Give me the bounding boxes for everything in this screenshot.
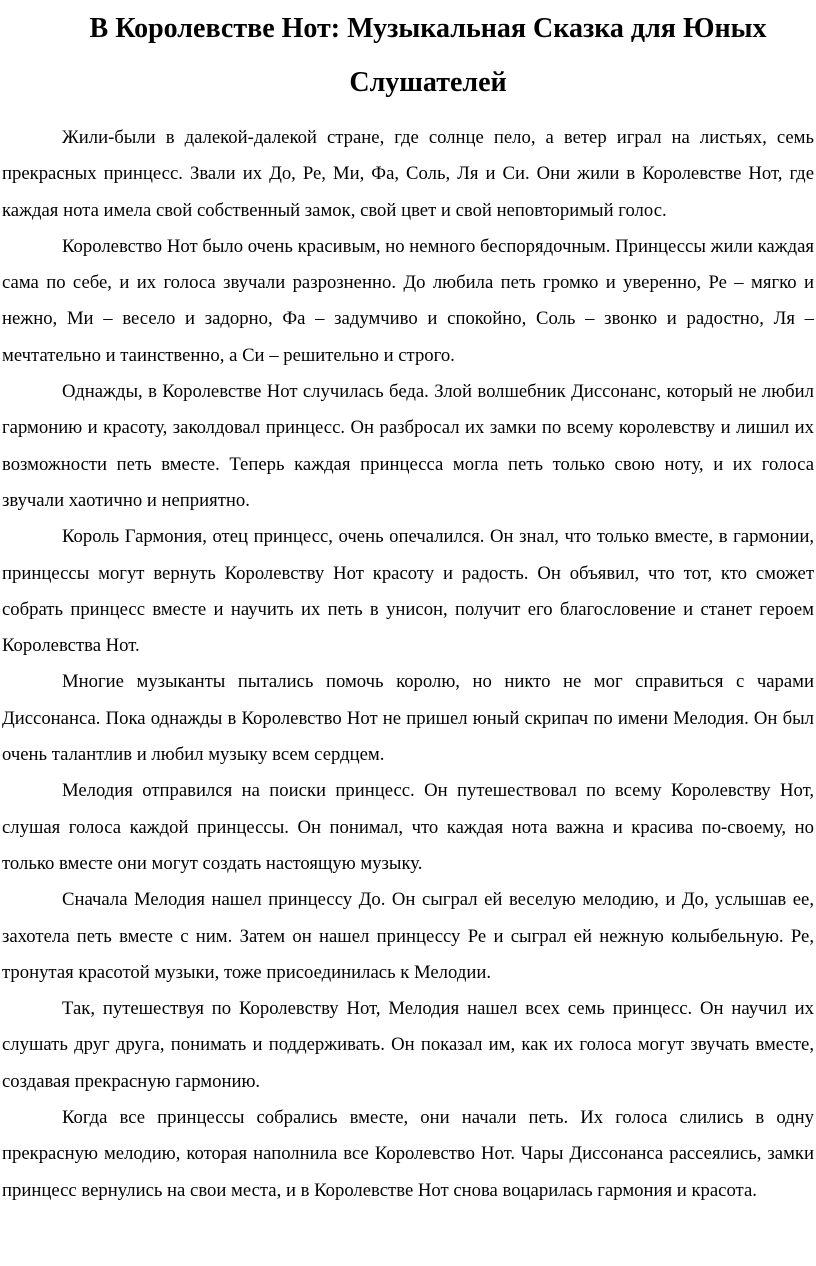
paragraph: Мелодия отправился на поиски принцесс. Он путешествовал по всему Королевству Нот, слушая голоса каждой принцессы. Он понимал, что каждая нота важна и красива по-своему, но только вместе они могут создать настоящую музыку. [2, 780, 814, 874]
paragraph: Сначала Мелодия нашел принцессу До. Он сыграл ей веселую мелодию, и До, услышав ее, захотела петь вместе с ним. Затем он нашел принцессу Ре и сыграл ей нежную колыбельную. Ре, тронутая красотой музыки, тоже присоединилась к Мелодии. [2, 889, 814, 983]
paragraph: Многие музыканты пытались помочь королю, но никто не мог справиться с чарами Диссонанса. Пока однажды в Королевство Нот не пришел юный скрипач по имени Мелодия. Он был очень талантлив и любил музыку всем сердцем. [2, 671, 814, 766]
paragraph: Так, путешествуя по Королевству Нот, Мелодия нашел всех семь принцесс. Он научил их слушать друг друга, понимать и поддерживать. Он показал им, как их голоса могут звучать вместе, создавая прекрасную гармонию. [2, 998, 814, 1092]
paragraph: Королевство Нот было очень красивым, но немного беспорядочным. Принцессы жили каждая сама по себе, и их голоса звучали разрозненно. До любила петь громко и уверенно, Ре – мягко и нежно, Ми – весело и задорно, Фа – задумчиво и спокойно, Соль – звонко и радостно, Ля – мечтательно и таинственно, а Си – решительно и строго. [2, 235, 814, 366]
paragraph: Король Гармония, отец принцесс, очень опечалился. Он знал, что только вместе, в гармонии, принцессы могут вернуть Королевству Нот красоту и радость. Он объявил, что тот, кто сможет собрать принцесс вместе и научить их петь в унисон, получит его благословение и станет героем Королевства Нот. [2, 526, 814, 657]
paragraph: Жили-были в далекой-далекой стране, где солнце пело, а ветер играл на листьях, семь прекрасных принцесс. Звали их До, Ре, Ми, Фа, Соль, Ля и Си. Они жили в Королевстве Нот, где каждая нота имела свой собственный замок, свой цвет и свой неповторимый голос. [2, 127, 814, 221]
paragraph: Когда все принцессы собрались вместе, они начали петь. Их голоса слились в одну прекрасную мелодию, которая наполнила все Королевство Нот. Чары Диссонанса рассеялись, замки принцесс вернулись на свои места, и в Королевстве Нот снова воцарилась гармония и красота. [2, 1107, 814, 1201]
paragraph: Однажды, в Королевстве Нот случилась беда. Злой волшебник Диссонанс, который не любил гармонию и красоту, заколдовал принцесс. Он разбросал их замки по всему королевству и лишил их возможности петь вместе. Теперь каждая принцесса могла петь только свою ноту, и их голоса звучали хаотично и неприятно. [2, 381, 814, 511]
story-body [2, 120, 814, 1209]
document-title: В Королевстве Нот: Музыкальная Сказка для Юных Слушателей [89, 13, 767, 98]
